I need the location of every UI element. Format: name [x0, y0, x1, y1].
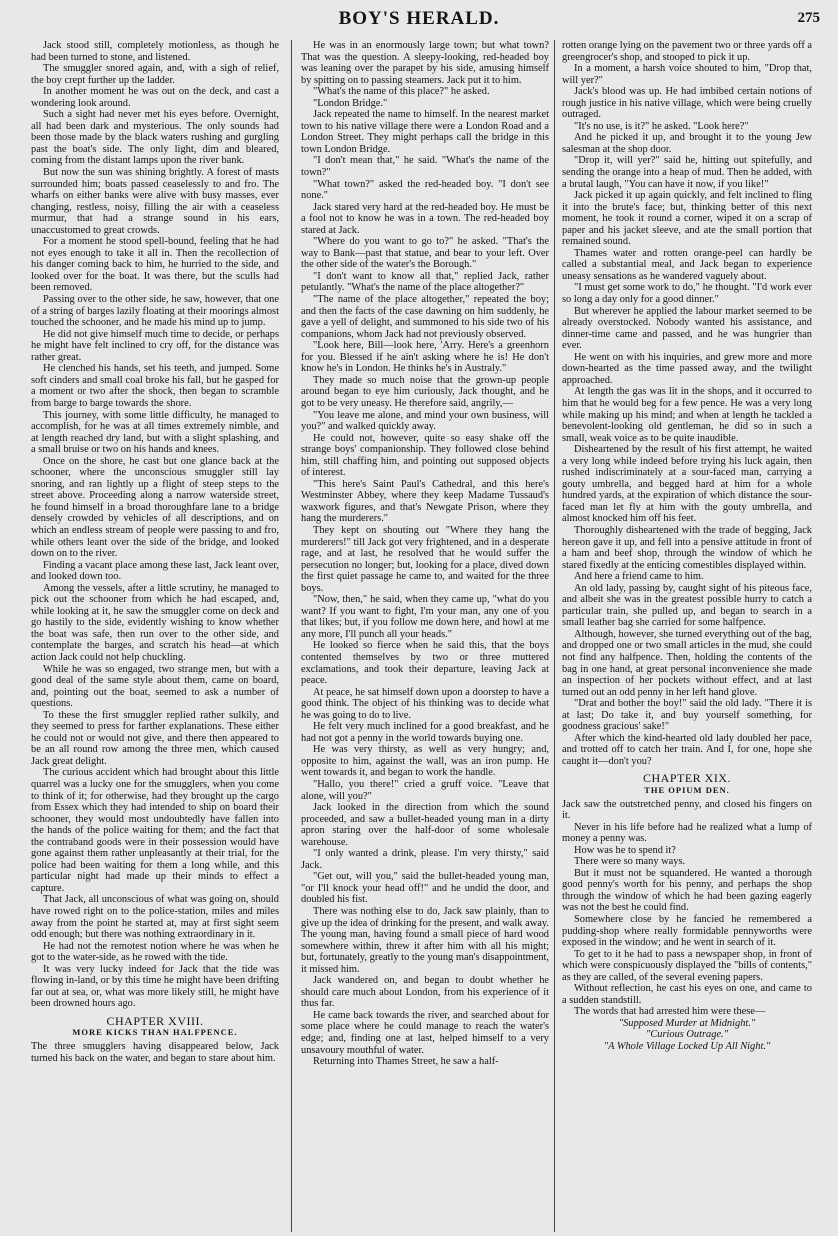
- paragraph: At length the gas was lit in the shops, and it occurred to him that he would beg for a few pence. He was a very long while making up his mind; and when at length he tackled a benevolent-looking old gentleman, he did so in such a small, weak voice as to be quite inaudible.: [562, 386, 812, 444]
- paragraph: Among the vessels, after a little scrutiny, he managed to pick out the schooner from which he had escaped, and, while looking at it, he saw the smuggler come on deck and go hastily to the side, evidently wishing to know whether the boat was safe, then run over to the other side, and contemplate the barges, and scratch his head—at which action Jack could not help chuckling.: [31, 582, 279, 663]
- paragraph: There were so many ways.: [574, 856, 686, 868]
- paragraph: Once on the shore, he cast but one glance back at the schooner, where the unconscious smuggler still lay snoring, and ran lightly up a flight of steep steps to the street above. Proceeding along a narrow waterside street, he found himself in a broad thoroughfare lane to a bridge densely crowded by vehicles of all descriptions, and on which an endless stream of people were passing to and fro, while others leant over the side of the bridge, and looked down on to the river.: [31, 455, 279, 560]
- chapter-subheading: THE OPIUM DEN.: [644, 785, 730, 795]
- chapter-subheading: MORE KICKS THAN HALFPENCE.: [72, 1027, 238, 1038]
- paragraph: Never in his life before had he realized what a lump of money a penny was.: [562, 821, 812, 845]
- paragraph: Thames water and rotten orange-peel can hardly be called a substantial meal, and Jack began to experience uneasy sensations as he wandered vaguely about.: [562, 247, 812, 282]
- paragraph: To get to it he had to pass a newspaper shop, in front of which were conspicuously displayed the "bills of contents," as they are called, of the several evening papers.: [562, 948, 812, 983]
- paragraph: After which the kind-hearted old lady doubled her pace, and trotted off to catch her train. And I, for one, hope she caught it—don't you?: [562, 732, 812, 767]
- column-right: [562, 40, 812, 1236]
- column-rule: [554, 40, 555, 1232]
- paragraph: That Jack, all unconscious of what was going on, should have rowed right on to the police-station, miles and miles away from the point he started at, may at first sight seem odd enough; but there was nothing extraordinary in it.: [31, 894, 279, 941]
- chapter-heading: CHAPTER XVIII.: [106, 1013, 204, 1028]
- paragraph: But it must not be squandered. He wanted a thorough good penny's worth for his penny, and perhaps the shop through the window of which he had been gazing eagerly was not the best he could find.: [562, 867, 812, 914]
- paragraph: He could not, however, quite so easy shake off the strange boys' companionship. They followed close behind him, still chaffing him, and pointing out supposed objects of interest.: [301, 432, 549, 479]
- paragraph: "Drat and bother the boy!" said the old lady. "There it is at last; Do take it, and buy yourself something, for goodness gracious' sake!": [562, 698, 812, 733]
- paragraph: In a moment, a harsh voice shouted to him, "Drop that, will yer?": [562, 63, 812, 86]
- paragraph: "Hallo, you there!" cried a gruff voice. "Leave that alone, will you?": [301, 779, 549, 802]
- paragraph: "I only wanted a drink, please. I'm very thirsty," said Jack.: [301, 848, 549, 871]
- paragraph: Although, however, she turned everything out of the bag, and dropped one or two small articles in the mud, she could not find any halfpence. Then, holding the contents of the bag in one hand, at great personal inconvenience she made an inspection of her pockets without effect, and at last turned out an odd penny in her left hand glove.: [562, 628, 812, 698]
- page-number: 275: [797, 10, 820, 26]
- paragraph: He looked so fierce when he said this, that the boys contented themselves by two or three muttered exclamations, and took their departure, leaving Jack at peace.: [301, 640, 549, 687]
- paragraph: Jack's blood was up. He had imbibed certain notions of rough justice in his native village, which were being cruelly outraged.: [562, 86, 812, 121]
- paragraph: While he was so engaged, two strange men, but with a good deal of the same style about them, came on board, and, pointing out the boat, seemed to ask a number of questions.: [31, 663, 279, 710]
- paragraph: "Get out, will you," said the bullet-headed young man, "or I'll knock your head off!" and he undid the door, and doubled his fist.: [301, 871, 549, 906]
- paragraph: And here a friend came to him.: [574, 571, 704, 583]
- paragraph: He was in an enormously large town; but what town? That was the question. A sleepy-looking, red-headed boy was leaning over the parapet by his side, amusing himself by spitting on to passing steamers. Jack put it to him.: [301, 40, 549, 86]
- paragraph: He came back towards the river, and searched about for some place where he could manage to reach the water's edge; and, finding one at last, helped himself to a very unsavoury mouthful of water.: [301, 1009, 549, 1056]
- paragraph: They made so much noise that the grown-up people around began to eye him curiously, Jack thought, and he got to be very uneasy. He therefore said, angrily,—: [301, 374, 549, 409]
- paragraph: Jack wandered on, and began to doubt whether he should care much about London, from his experience of it thus far.: [301, 975, 549, 1010]
- paragraph: Such a sight had never met his eyes before. Overnight, all had been dark and mysterious. The only sounds had been those made by the black waters rushing and gurgling past the boat's side. The only light, dim and bleared, coming from the distant lamps upon the river bank.: [31, 109, 279, 167]
- paragraph: "What's the name of this place?" he asked.: [313, 86, 490, 98]
- paragraph: Jack saw the outstretched penny, and closed his fingers on it.: [562, 798, 812, 822]
- paragraph: Jack stared very hard at the red-headed boy. He must be a fool not to know he was in a town. The red-headed boy stared at Jack.: [301, 201, 549, 236]
- paragraph: To these the first smuggler replied rather sulkily, and they seemed to press for farther explanations. These either he could not or would not give, and there then appeared to be an all round row among the three men, which caused Jack great delight.: [31, 709, 279, 767]
- paragraph: Jack stood still, completely motionless, as though he had been turned to stone, and listened.: [31, 40, 279, 63]
- paragraph: The three smugglers having disappeared below, Jack turned his back on the water, and began to stare about him.: [31, 1041, 279, 1064]
- paragraph: It was very lucky indeed for Jack that the tide was flowing in-land, or by this time he might have been drifting far out at sea, or, what was more likely still, he might have been drowned hours ago.: [31, 963, 279, 1010]
- paragraph: "Now, then," he said, when they came up, "what do you want? If you want to fight, I'm your man, any one of you that likes; but, if you follow me down here, and howl at me any more, I'll punch all your heads.": [301, 594, 549, 640]
- paragraph: Somewhere close by he fancied he remembered a pudding-shop where really formidable pennyworths were exposed in the window; and he went in search of it.: [562, 914, 812, 949]
- paragraph: Passing over to the other side, he saw, however, that one of a string of barges lazily floating at their moorings almost touched the schooner, and he made his mind up to jump.: [31, 294, 279, 329]
- paragraph: "You leave me alone, and mind your own business, will you?" and walked quickly away.: [301, 409, 549, 433]
- paragraph: "Where do you want to go to?" he asked. "That's the way to Bank—past that statue, and bear to your left. Over the other side of the water's the Borough.": [301, 236, 549, 271]
- paragraph: "London Bridge.": [313, 97, 388, 109]
- paragraph: "The name of the place altogether," repeated the boy; and then the facts of the case dawning on him suddenly, he gave a yell of delight, and summoned to his side two of his companions, whom Jack had not previously observed.: [301, 294, 549, 340]
- column-middle: [301, 40, 549, 1236]
- paragraph: "This here's Saint Paul's Cathedral, and this here's Westminster Abbey, where they keep Madame Tussaud's waxwork figures, and that's Newgate Prison, where they hang the murderers.": [301, 478, 549, 525]
- paragraph: For a moment he stood spell-bound, feeling that he had not eyes enough to take it all in. Then the recollection of his danger coming back to him, he hurried to the side, and looked over for the boat. It was there, but the sculls had been removed.: [31, 236, 279, 294]
- column-rule: [291, 40, 292, 1232]
- poster-headline: "Curious Outrage.": [645, 1029, 729, 1041]
- paragraph: They kept on shouting out "Where they hang the murderers!" till Jack got very frightened, and in a desperate rage, and at last, he resolved that he would suffer the persecution no longer; but, looking for a place, dived down the first quiet passage he came to, and waited for the three boys.: [301, 524, 549, 594]
- paragraph: Thoroughly disheartened with the trade of begging, Jack hereon gave it up, and fell into a pensive attitude in front of a ham and beef shop, through the window of which he stared fixedly at the enticing comestibles displayed within.: [562, 524, 812, 571]
- paragraph: The curious accident which had brought about this little quarrel was a lucky one for the smugglers, when you come to think of it; for otherwise, had they brought up the cargo from Essex which they had intended to ship on board their schooner, they would most undoubtedly have fallen into the hands of the police waiting for them; and the fact that the contraband goods were in their possession would have gone against them rather unpleasantly at their trial, for the police had been waiting for them a long while, and this particular night had made up their minds to effect a capture.: [31, 767, 279, 894]
- paragraph: "I don't mean that," he said. "What's the name of the town?": [301, 155, 549, 179]
- paragraph: He was very thirsty, as well as very hungry; and, opposite to him, against the wall, was an iron pump. He went towards it, and began to work the handle.: [301, 744, 549, 779]
- paragraph: An old lady, passing by, caught sight of his piteous face, and albeit she was in the greatest possible hurry to catch a particular train, she pulled up, and began to search in a small leather bag she carried for some halfpence.: [562, 582, 812, 629]
- column-left: [31, 40, 279, 1236]
- paragraph: Jack repeated the name to himself. In the nearest market town to his native village there were a London Road and a London Street. They might perhaps call the bridge in this town London Bridge.: [301, 109, 549, 155]
- paragraph: Finding a vacant place among these last, Jack leant over, and looked down too.: [31, 559, 279, 583]
- paragraph: How was he to spend it?: [574, 844, 676, 856]
- paragraph: The words that had arrested him were these—: [574, 1006, 766, 1018]
- running-title: BOY'S HERALD.: [338, 8, 500, 29]
- poster-headline: "Supposed Murder at Midnight.": [618, 1017, 756, 1029]
- paragraph: In another moment he was out on the deck, and cast a wondering look around.: [31, 86, 279, 109]
- paragraph: He felt very much inclined for a good breakfast, and he had not got a penny in the world towards buying one.: [301, 721, 549, 744]
- paragraph: "I don't want to know all that," replied Jack, rather petulantly. "What's the name of the place altogether?": [301, 270, 549, 294]
- paragraph: He went on with his inquiries, and grew more and more down-hearted as the time passed away, and the twilight approached.: [562, 351, 812, 386]
- paragraph: But now the sun was shining brightly. A forest of masts surrounded him; boats passed ceaselessly to and fro. The wharfs on either banks were alive with busy masses, ever changing, restless, noisy, filling the air with a ceaseless murmur, that had a strange sound in his ears, unaccustomed to great crowds.: [31, 167, 279, 236]
- paragraph: Jack looked in the direction from which the sound proceeded, and saw a bullet-headed young man in a dirty apron staring over the half-door of some wholesale warehouse.: [301, 802, 549, 848]
- paragraph: The smuggler snored again, and, with a sigh of relief, the boy crept further up the ladder.: [31, 63, 279, 86]
- paragraph: He had not the remotest notion where he was when he got to the water-side, as he rowed with the tide.: [31, 940, 279, 964]
- paragraph: "Look here, Bill—look here, 'Arry. Here's a greenhorn for you. Blessed if he ain't asking where he is! He don't know he's in London. He thinks he's in Australy.": [301, 340, 549, 375]
- paragraph: "It's no use, is it?" he asked. "Look here?": [574, 120, 749, 132]
- paragraph: There was nothing else to do, Jack saw plainly, than to give up the idea of drinking for the present, and walk away. The young man, having found a small piece of hard wood somewhere within, threw it after him with all his might; but, fortunately, greatly to the young man's disappointment, it missed him.: [301, 906, 549, 975]
- poster-headline: "A Whole Village Locked Up All Night.": [603, 1041, 771, 1053]
- chapter-heading: CHAPTER XIX.: [642, 771, 731, 786]
- page-header: [0, 0, 838, 34]
- paragraph: Disheartened by the result of his first attempt, he waited a very long while indeed before trying his luck again, then rushed indiscriminately at a sour-faced man, carrying a gouty umbrella, and begged hard at him for a whole hundred yards, at the expiration of which distance the sour-faced man let fly at him with the gouty umbrella, and almost knocked him off his feet.: [562, 444, 812, 525]
- paragraph: He clenched his hands, set his teeth, and jumped. Some soft cinders and small coal broke his fall, but he gasped for a moment or two after the shock, then began to scramble from barge to barge towards the shore.: [31, 363, 279, 409]
- paragraph: "I must get some work to do," he thought. "I'd work ever so long a day only for a good dinner.": [562, 282, 812, 306]
- paragraph: But wherever he applied the labour market seemed to be already overstocked. Nobody wanted his assistance, and dinner-time came and passed, and he was hungrier than ever.: [562, 305, 812, 352]
- paragraph: And he picked it up, and brought it to the young Jew salesman at the shop door.: [562, 132, 812, 155]
- paragraph: Jack picked it up again quickly, and felt inclined to fling it into the brute's face; but, thinking better of this next moment, he took it round a corner, wiped it on a scrap of paper and his jacket sleeve, and ate the small portion that remained sound.: [562, 190, 812, 248]
- paragraph: Returning into Thames Street, he saw a half-: [313, 1056, 499, 1068]
- paragraph: He did not give himself much time to decide, or perhaps he might have felt inclined to cry off, for the distance was rather great.: [31, 328, 279, 363]
- paragraph: This journey, with some little difficulty, he managed to accomplish, for he was at all times extremely nimble, and at length reached dry land, but with a slight splashing, and a small bruise or two on his hands and knees.: [31, 409, 279, 456]
- paragraph: "Drop it, will yer?" said he, hitting out spitefully, and sending the orange into a heap of mud. Then he added, with a brutal laugh, "You can have it now, if you like!": [562, 155, 812, 190]
- paragraph: At peace, he sat himself down upon a doorstep to have a good think. The object of his thinking was to decide what he was going to do to live.: [301, 686, 549, 721]
- paragraph: "What town?" asked the red-headed boy. "I don't see none.": [301, 178, 549, 202]
- paragraph: rotten orange lying on the pavement two or three yards off a greengrocer's shop, and stooped to pick it up.: [562, 40, 812, 63]
- paragraph: Without reflection, he cast his eyes on one, and came to a sudden standstill.: [562, 983, 812, 1006]
